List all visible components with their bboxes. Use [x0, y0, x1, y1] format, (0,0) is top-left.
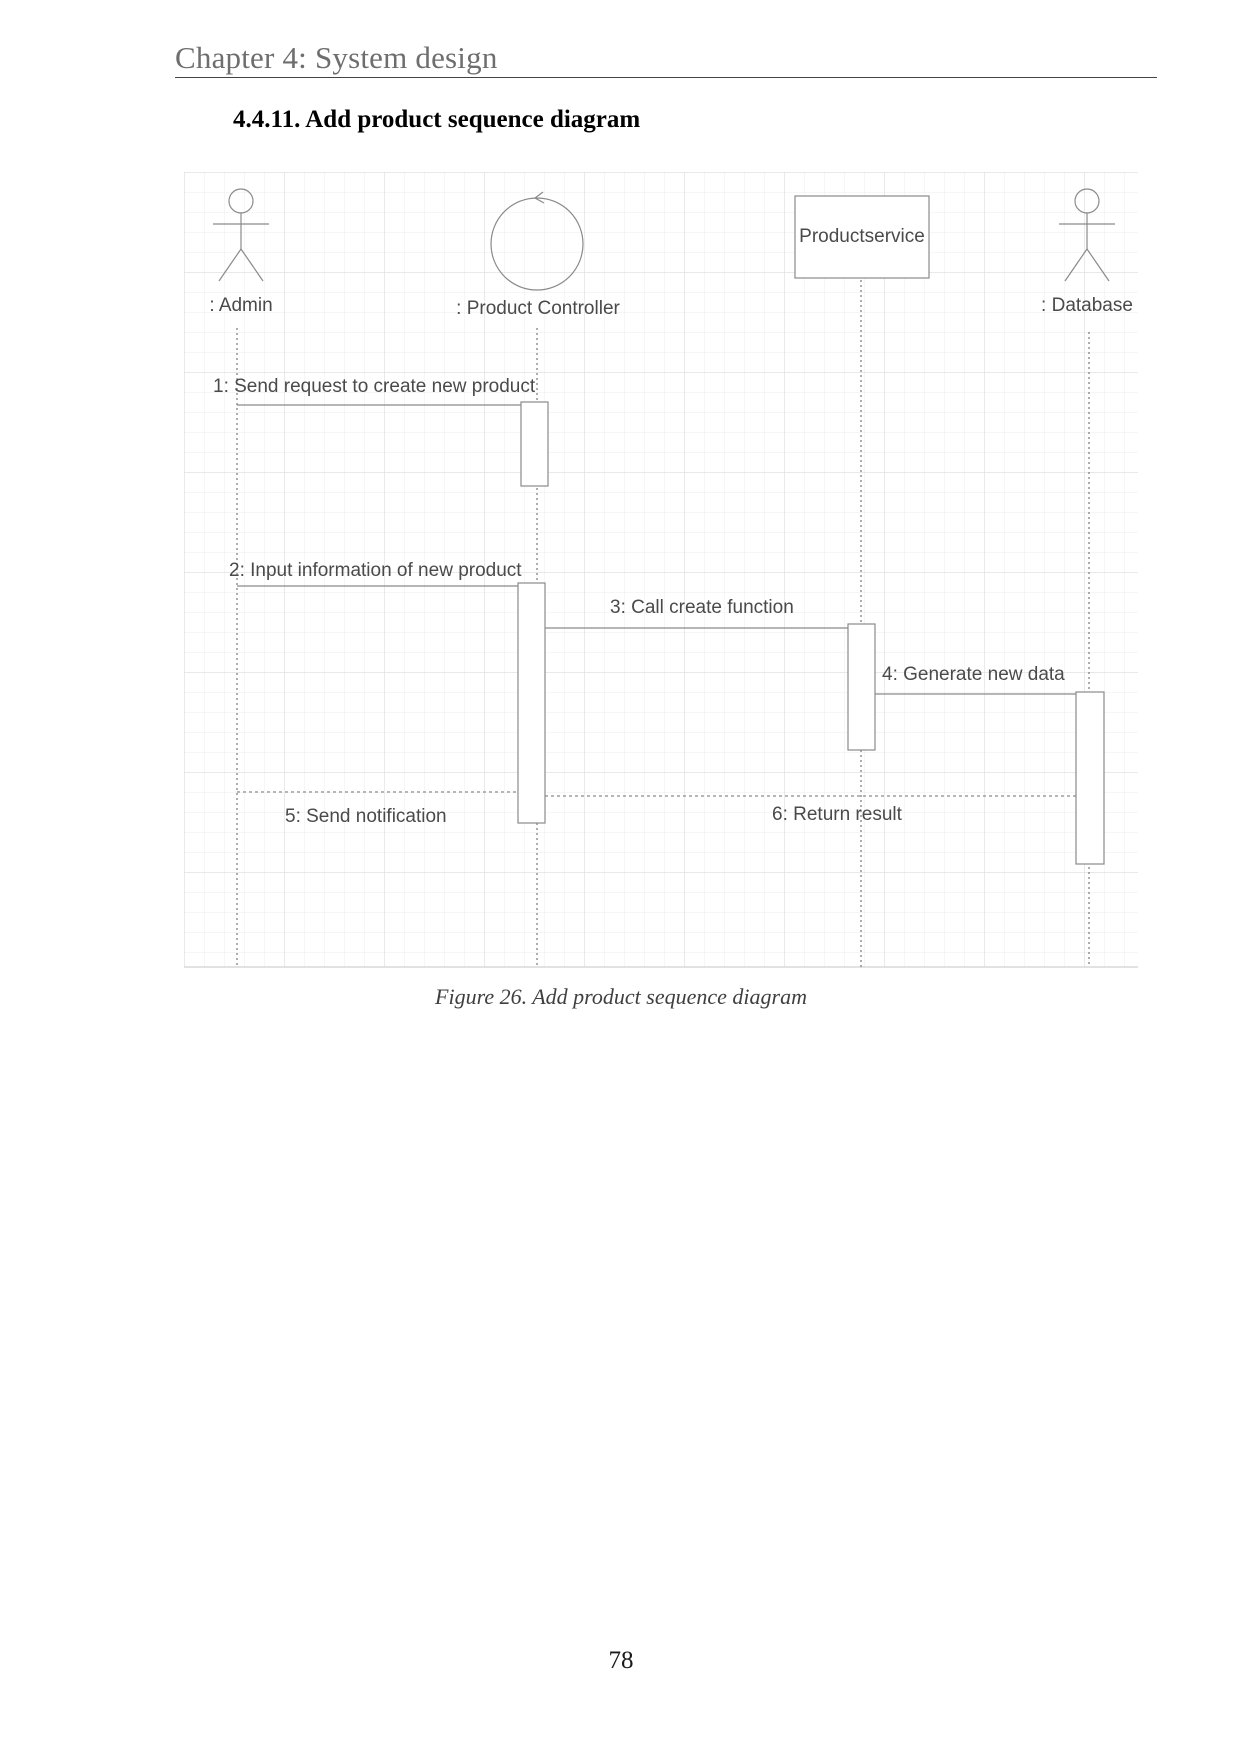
admin-label: : Admin — [209, 295, 273, 316]
database-label: : Database — [1041, 295, 1133, 316]
page-number: 78 — [608, 1647, 634, 1674]
section-title: 4.4.11. Add product sequence diagram — [233, 106, 641, 133]
message-4-label: 4: Generate new data — [882, 664, 1065, 685]
header-divider — [175, 77, 1157, 78]
message-5-label: 5: Send notification — [285, 806, 447, 827]
controller-label: : Product Controller — [456, 298, 620, 319]
figure-caption: Figure 26. Add product sequence diagram — [435, 984, 807, 1009]
sequence-diagram — [184, 172, 1138, 980]
chapter-header: Chapter 4: System design — [175, 40, 498, 75]
controller-activation-2 — [518, 583, 545, 823]
message-6-label: 6: Return result — [772, 804, 902, 825]
message-3-label: 3: Call create function — [610, 597, 794, 618]
database-activation — [1076, 692, 1104, 864]
productservice-label: Productservice — [799, 226, 925, 247]
productservice-activation — [848, 624, 875, 750]
controller-activation-1 — [521, 402, 548, 486]
message-1-label: 1: Send request to create new product — [213, 376, 536, 397]
message-2-label: 2: Input information of new product — [229, 560, 522, 581]
